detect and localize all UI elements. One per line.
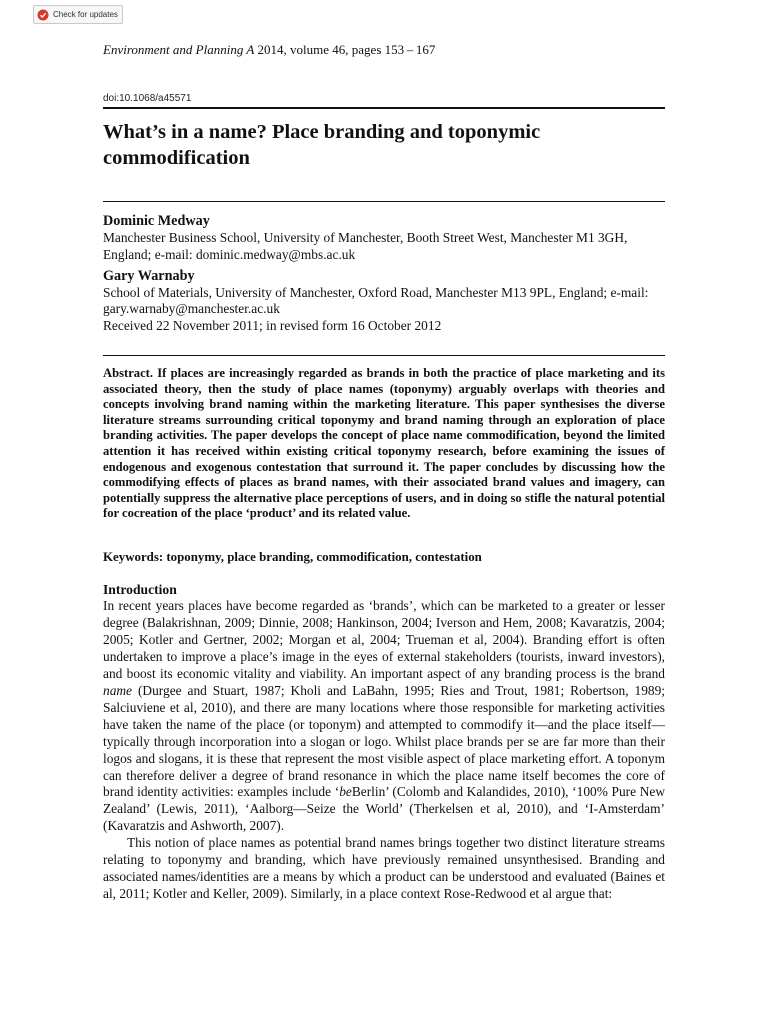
introduction-body (103, 598, 665, 903)
paper-title: What’s in a name? Place branding and toponymic commodification (103, 121, 541, 169)
author-name: Dominic Medway (103, 213, 210, 229)
abstract-rule (103, 355, 665, 356)
check-for-updates-button[interactable] (33, 5, 123, 24)
keywords: Keywords: toponymy, place branding, commodification, contestation (103, 550, 482, 564)
doi[interactable]: doi:10.1068/a45571 (103, 93, 192, 104)
abstract: Abstract. If places are increasingly regarded as brands in both the practice of place marketing and its associated theory, then the study of place names (toponymy) arguably overlaps with theories and concepts involving brand naming within the marketing literature. This paper synthesises the diverse literature streams surrounding critical toponymy and brand naming through an exploration of place branding activities. The paper develops the concept of place name commodification, beyond the limited attention it has received within existing critical toponymy research, before examining the issues of endogenous and exogenous contestation that surround it. The paper concludes by discussing how the commodifying effects of places as brand names, with their associated brand values and imagery, can potentially suppress the alternative place perceptions of users, and in doing so stifle the natural potential for cocreation of the place ‘product’ and its related value. (103, 366, 665, 521)
section-heading-introduction: Introduction (103, 582, 177, 597)
paragraph-text: In recent years places have become regarded as ‘brands’, which can be marketed to a greater or lesser degree (Balakrishnan, 2009; Dinnie, 2008; Hankinson, 2004; Iverson and Hem, 2008; Kavaratzis, 2004; 2005; Kotler and Gertner, 2002; Morgan et al, 2004; Trueman et al, 2004). Branding effort is often undertaken to improve a place’s image in the eyes of external stakeholders (tourists, inward investors), and boost its economic vitality and viability. An important aspect of any branding process is the brand (103, 598, 665, 681)
author-name: Gary Warnaby (103, 267, 195, 284)
author-block (103, 212, 665, 335)
check-for-updates-icon (37, 9, 49, 21)
paragraph (103, 598, 665, 835)
author-affiliation: School of Materials, University of Manchester, Oxford Road, Manchester M13 9PL, England; e-mail: gary.warnaby@manchester.ac.uk (103, 284, 649, 317)
emphasis-name: name (103, 682, 133, 698)
paragraph-text: (Durgee and Stuart, 1987; Kholi and LaBahn, 1995; Ries and Trout, 1981; Robertson, 1989; Salciuviene et al, 2010), and there are many locations where those responsible for marketing activities have taken the name of the place (or toponym) and attempted to commodify it—and the place itself—typically through incorporation into a slogan or logo. Whilst place brands per se are far more than their logos and slogans, it is these that represent the most visible aspect of place marketing effort. A toponym can therefore deliver a degree of brand resonance in which the place name itself becomes the core of brand identity activities: examples include ‘ (103, 682, 665, 800)
title-rule (103, 201, 665, 202)
paragraph: This notion of place names as potential brand names brings together two distinct literature streams relating to toponymy and branding, which have previously remained unsynthesised. Branding and associated names/identities are a means by which a product can be understood and evaluated (Baines et al, 2011; Kotler and Keller, 2009). Similarly, in a place context Rose-Redwood et al argue that: (103, 835, 665, 902)
journal-name: Environment and Planning A (103, 42, 255, 57)
paragraph-text: Berlin’ (Colomb and Kalandides, 2010), ‘100% Pure New Zealand’ (Lewis, 2011), ‘Aalborg—Seize the World’ (Therkelsen et al, 2010), and ‘I-Amsterdam’ (Kavaratzis and Ashworth, 2007). (103, 784, 665, 834)
emphasis-be: be (339, 784, 352, 800)
journal-volume-pages: 2014, volume 46, pages 153 – 167 (257, 42, 436, 57)
header-rule (103, 107, 665, 109)
journal-citation (103, 42, 435, 58)
received-dates: Received 22 November 2011; in revised form 16 October 2012 (103, 318, 442, 334)
check-for-updates-label: Check for updates (53, 10, 118, 19)
author-affiliation: Manchester Business School, University of Manchester, Booth Street West, Manchester M1 3GH, England; e-mail: dominic.medway@mbs.ac.uk (103, 230, 628, 262)
